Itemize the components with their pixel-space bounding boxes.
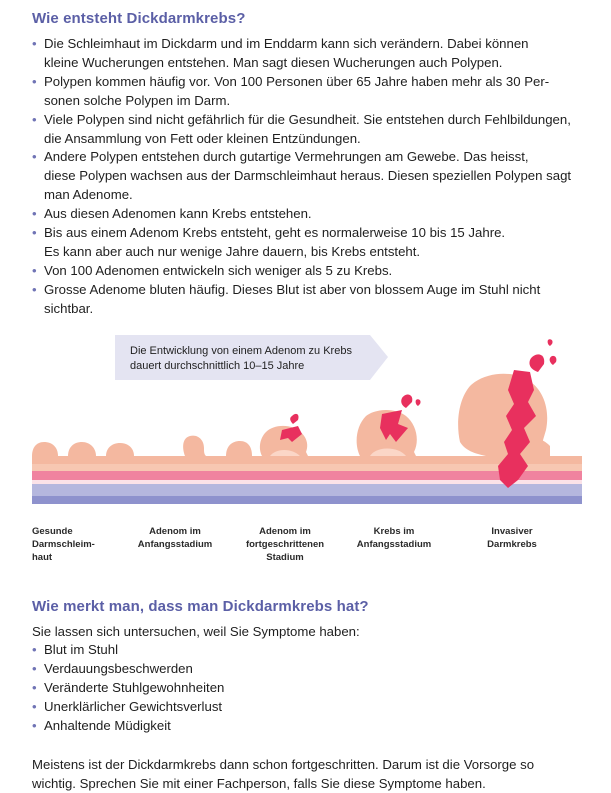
blood-drop — [290, 414, 298, 424]
stage-label-advanced-adenoma: Adenom im fortgeschrittenen Stadium — [245, 526, 325, 563]
list-item: • Unerklärlicher Gewichtsverlust — [32, 698, 224, 717]
list-item: • Veränderte Stuhlgewohnheiten — [32, 679, 224, 698]
healthy-fold — [68, 442, 96, 456]
list-item: • Bis aus einem Adenom Krebs entsteht, geht es normalerweise 10 bis 15 Jahre. Es kann aber auch nur wenige Jahre dauern, bis Krebs entsteht. — [32, 224, 571, 262]
symptoms-list — [32, 641, 224, 736]
list-item: • Grosse Adenome bluten häufig. Dieses Blut ist aber von blossem Auge im Stuhl nicht sichtbar. — [32, 281, 571, 319]
small-adenoma — [183, 436, 206, 456]
surface-layer — [32, 456, 582, 464]
list-item: • Von 100 Adenomen entwickeln sich weniger als 5 zu Krebs. — [32, 262, 571, 281]
stage-label-healthy: Gesunde Darmschleim- haut — [32, 526, 95, 563]
list-item: • Aus diesen Adenomen kann Krebs entstehen. — [32, 205, 571, 224]
symptoms-intro: Sie lassen sich untersuchen, weil Sie Symptome haben: — [32, 624, 360, 639]
stage-label-early-cancer: Krebs im Anfangsstadium — [356, 526, 432, 550]
outer-layer — [32, 496, 582, 504]
blood-drop — [529, 354, 544, 372]
stage-label-early-adenoma: Adenom im Anfangsstadium — [137, 526, 213, 550]
list-item: • Verdauungsbeschwerden — [32, 660, 224, 679]
list-item: • Polypen kommen häufig vor. Von 100 Personen über 65 Jahre haben mehr als 30 Per- sonen solche Polypen im Darm. — [32, 73, 571, 111]
healthy-fold — [106, 443, 134, 456]
list-item: • Die Schleimhaut im Dickdarm und im Enddarm kann sich verändern. Dabei können kleine Wucherungen entstehen. Man sagt diesen Wucherungen auch Polypen. — [32, 35, 571, 73]
list-item: • Viele Polypen sind nicht gefährlich für die Gesundheit. Sie entstehen durch Fehlbildungen, die Ansammlung von Fett oder kleinen Entzündungen. — [32, 111, 571, 149]
stage-label-invasive-cancer: Invasiver Darmkrebs — [487, 526, 537, 550]
adenoma-progression-illustration — [30, 330, 582, 570]
development-list — [32, 35, 571, 319]
blood-drop — [401, 395, 412, 408]
list-item: • Blut im Stuhl — [32, 641, 224, 660]
closing-paragraph: Meistens ist der Dickdarmkrebs dann schon fortgeschritten. Darum ist die Vorsorge so wichtig. Sprechen Sie mit einer Fachperson, falls Sie diese Symptome haben. — [32, 757, 535, 791]
list-item: • Andere Polypen entstehen durch gutartige Vermehrungen am Gewebe. Das heisst, diese Polypen wachsen aus der Darmschleimhaut heraus. Diesen speziellen Polypen sagt man Adenome. — [32, 148, 571, 205]
adenoma-early — [226, 441, 252, 456]
section-title-how-cancer-develops: Wie entsteht Dickdarmkrebs? — [32, 10, 246, 27]
muscle-layer — [32, 484, 582, 496]
section-title-symptoms: Wie merkt man, dass man Dickdarmkrebs hat? — [32, 598, 369, 615]
healthy-fold — [32, 442, 58, 456]
list-item: • Anhaltende Müdigkeit — [32, 717, 224, 736]
progression-caption: Die Entwicklung von einem Adenom zu Krebs dauert durchschnittlich 10–15 Jahre — [130, 345, 352, 372]
